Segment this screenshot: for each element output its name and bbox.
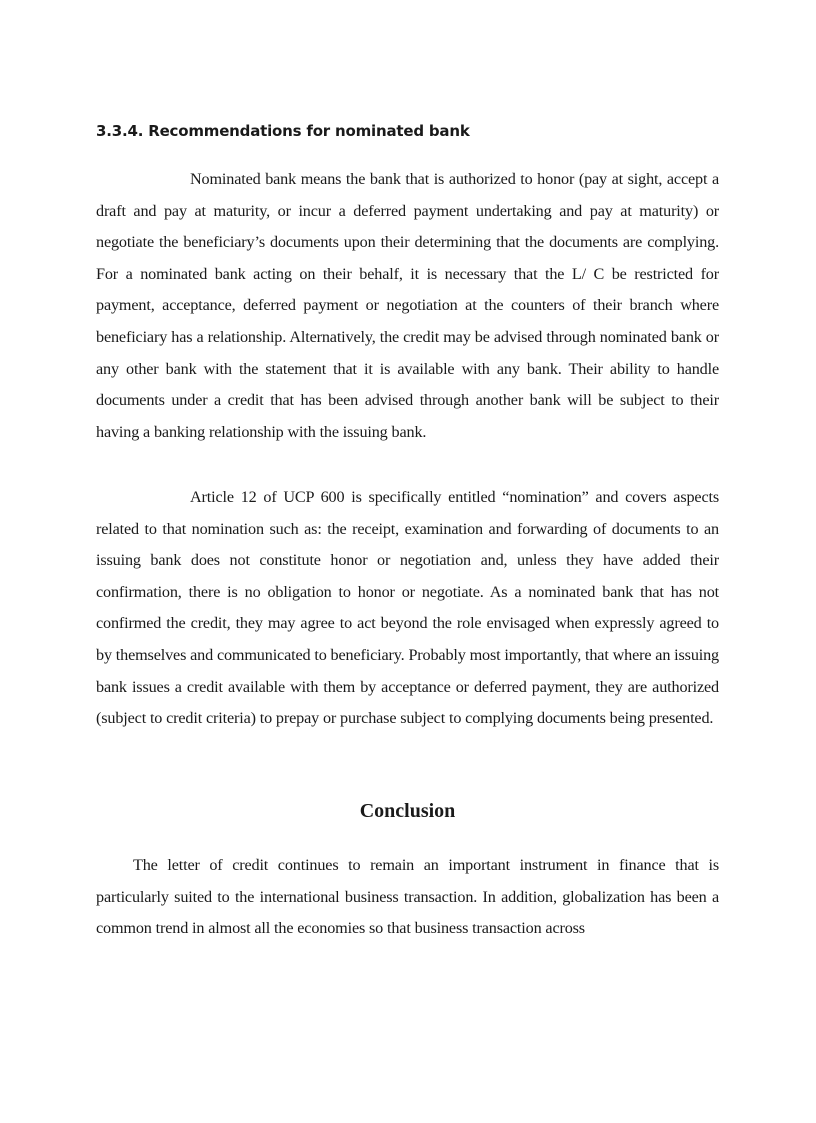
section-heading: 3.3.4. Recommendations for nominated bank: [96, 122, 470, 140]
paragraph-article-12: Article 12 of UCP 600 is specifically entitled “nomination” and covers aspects related to that nomination such as: the receipt, examination and forwarding of documents to an issuing bank does not constitute honor or negotiation and, unless they have added their confirmation, there is no obligation to honor or negotiate. As a nominated bank that has not confirmed the credit, they may agree to act beyond the role envisaged when expressly agreed to by themselves and communicated to beneficiary. Probably most importantly, that where an issuing bank issues a credit available with them by acceptance or deferred payment, they are authorized (subject to credit criteria) to prepay or purchase subject to complying documents being presented.: [96, 488, 719, 728]
paragraph-nominated-bank: Nominated bank means the bank that is authorized to honor (pay at sight, accept a draft and pay at maturity, or incur a deferred payment undertaking and pay at maturity) or negotiate the beneficiary’s documents upon their determining that the documents are complying. For a nominated bank acting on their behalf, it is necessary that the L/ C be restricted for payment, acceptance, deferred payment or negotiation at the counters of their branch where beneficiary has a relationship. Alternatively, the credit may be advised through nominated bank or any other bank with the statement that it is available with any bank. Their ability to handle documents under a credit that has been advised through another bank will be subject to their having a banking relationship with the issuing bank.: [96, 170, 719, 441]
conclusion-title: Conclusion: [359, 800, 456, 822]
paragraph-conclusion: The letter of credit continues to remain an important instrument in finance that is particularly suited to the international business transaction. In addition, globalization has been a common trend in almost all the economies so that business transaction across: [96, 856, 719, 938]
